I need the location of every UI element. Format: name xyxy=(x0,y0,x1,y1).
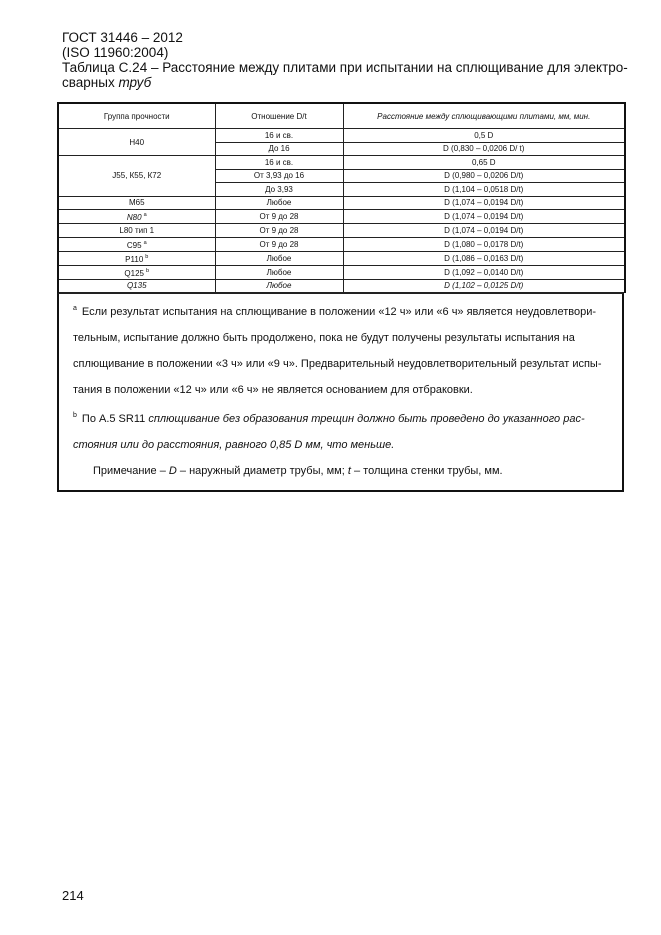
cell-distance: D (1,074 – 0,0194 D/t) xyxy=(343,224,625,238)
group-label: J55, К55, К72 xyxy=(112,171,162,181)
table-row xyxy=(58,237,625,251)
cell-distance: D (1,080 – 0,0178 D/t) xyxy=(343,237,625,251)
cell-distance: D (0,830 – 0,0206 D/ t) xyxy=(343,142,625,156)
footnote-text-italic: сплющивание без образования трещин должно быть проведено до указанного рас- xyxy=(148,413,585,425)
cell-distance: 0,5 D xyxy=(343,129,625,143)
col-header-ratio: Отношение D/t xyxy=(215,103,343,129)
footnote-ref: а xyxy=(143,212,147,218)
footnote-ref: а xyxy=(143,239,147,246)
footnote-marker: b xyxy=(73,412,77,419)
cell-distance: D (1,104 – 0,0518 D/t) xyxy=(343,183,625,197)
cell-ratio: Любое xyxy=(215,251,343,265)
table-remark xyxy=(73,458,612,484)
table-row xyxy=(58,196,625,210)
cell-group: L80 тип 1 xyxy=(58,224,215,238)
remark-symbol-d: D xyxy=(168,465,177,477)
cell-group xyxy=(58,237,215,251)
cell-group xyxy=(58,251,215,265)
cell-ratio: От 9 до 28 xyxy=(215,224,343,238)
footnote-text-italic: стояния или до расстояния, равного 0,85 D мм, что меньше. xyxy=(73,439,395,451)
flattening-table-container xyxy=(57,102,624,492)
footnote-ref: b xyxy=(146,267,150,274)
cell-ratio: 16 и св. xyxy=(215,156,343,170)
cell-group xyxy=(58,210,215,224)
cell-ratio: До 3,93 xyxy=(215,183,343,197)
flattening-table xyxy=(57,102,626,293)
footnote-text: По А.5 SR11 xyxy=(81,413,149,425)
table-row xyxy=(58,156,625,170)
table-caption-line-1: Таблица С.24 – Расстояние между плитами при испытании на сплющивание для электро- xyxy=(62,60,628,75)
cell-ratio: 16 и св. xyxy=(215,129,343,143)
page-header xyxy=(62,30,632,90)
table-row xyxy=(58,265,625,279)
group-label: Р110 xyxy=(125,254,144,264)
cell-ratio: Любое xyxy=(215,265,343,279)
footnote-ref: b xyxy=(145,253,149,260)
cell-distance: D (1,092 – 0,0140 D/t) xyxy=(343,265,625,279)
footnote-text: Если результат испытания на сплющивание в положении «12 ч» или «6 ч» является неудовлетвори- xyxy=(81,306,597,318)
page-number: 214 xyxy=(62,888,84,903)
cell-distance: D (1,102 – 0,0125 D/t) xyxy=(343,279,625,293)
footnote-b-line-2 xyxy=(73,432,612,458)
table-row xyxy=(58,251,625,265)
remark-text: – наружный диаметр трубы, мм; xyxy=(176,465,348,477)
footnote-marker: а xyxy=(73,305,77,312)
col-header-group: Группа прочности xyxy=(58,103,215,129)
caption-plain: сварных xyxy=(62,75,119,90)
table-footnotes xyxy=(57,293,624,492)
standard-designation: ГОСТ 31446 – 2012 xyxy=(62,30,183,45)
cell-ratio: От 9 до 28 xyxy=(215,210,343,224)
footnote-a-line-2: тельным, испытание должно быть продолжено, пока не будут получены результаты испытания на xyxy=(73,332,575,344)
remark-text: – толщина стенки трубы, мм. xyxy=(350,465,503,477)
caption-italic: труб xyxy=(118,75,152,90)
footnote-a-line-1 xyxy=(73,296,612,325)
col-header-distance: Расстояние между сплющивающими плитами, мм, мин. xyxy=(343,103,625,129)
table-row xyxy=(58,129,625,143)
remark-symbol-t: t xyxy=(347,465,351,477)
cell-group: Q135 xyxy=(58,279,215,293)
cell-ratio: От 9 до 28 xyxy=(215,237,343,251)
cell-ratio: До 16 xyxy=(215,142,343,156)
cell-distance: D (1,074 – 0,0194 D/t) xyxy=(343,210,625,224)
cell-group xyxy=(58,156,215,197)
cell-group: М65 xyxy=(58,196,215,210)
table-row xyxy=(58,224,625,238)
cell-distance: D (1,074 – 0,0194 D/t) xyxy=(343,196,625,210)
cell-ratio: От 3,93 до 16 xyxy=(215,169,343,183)
cell-distance: 0,65 D xyxy=(343,156,625,170)
remark-prefix: Примечание – xyxy=(93,465,169,477)
group-label: N80 xyxy=(126,213,142,222)
group-label: Q125 xyxy=(124,268,144,278)
footnote-a-line-3: сплющивание в положении «3 ч» или «9 ч». Предварительный неудовлетворительный результат испы- xyxy=(73,358,602,370)
cell-distance: D (1,086 – 0,0163 D/t) xyxy=(343,251,625,265)
cell-group: Н40 xyxy=(58,129,215,156)
cell-group xyxy=(58,265,215,279)
cell-distance: D (0,980 – 0,0206 D/t) xyxy=(343,169,625,183)
footnote-a-line-4: тания в положении «12 ч» или «6 ч» не является основанием для отбраковки. xyxy=(73,384,473,396)
cell-ratio: Любое xyxy=(215,279,343,293)
table-row xyxy=(58,279,625,293)
table-caption-line-2 xyxy=(62,75,632,90)
table-row xyxy=(58,210,625,224)
group-label: С95 xyxy=(126,240,142,250)
iso-designation: (ISO 11960:2004) xyxy=(62,45,169,60)
footnote-b-line-1 xyxy=(73,403,612,432)
cell-ratio: Любое xyxy=(215,196,343,210)
